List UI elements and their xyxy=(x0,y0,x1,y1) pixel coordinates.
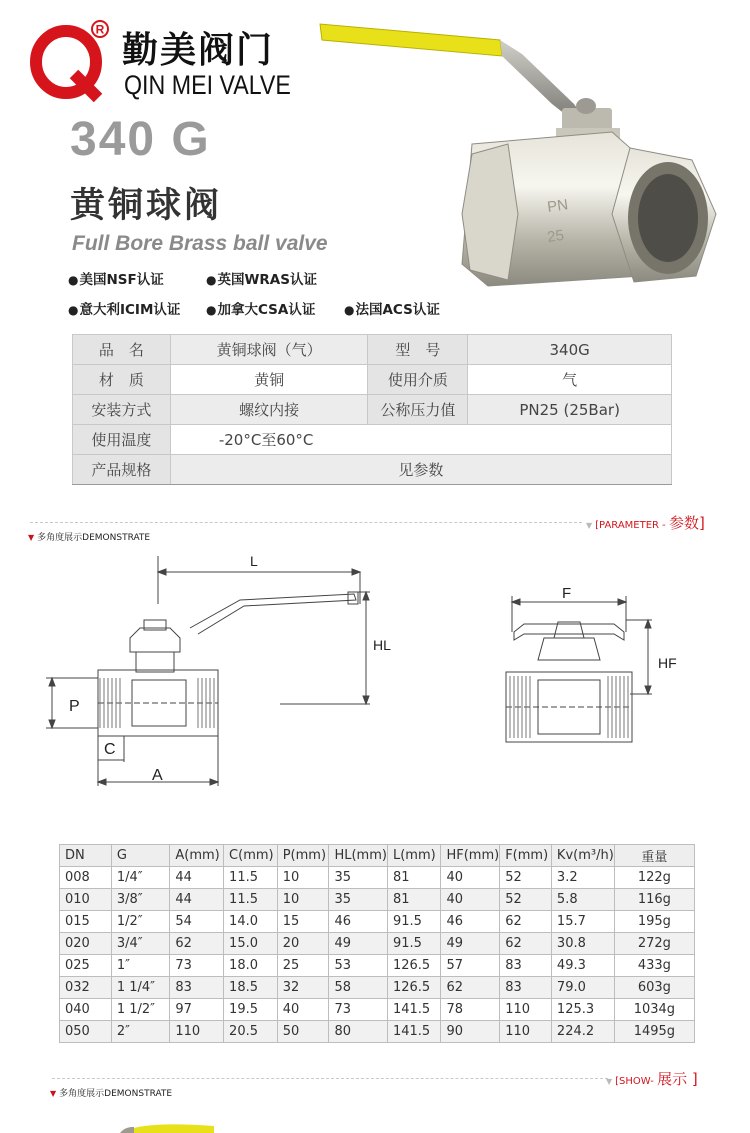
dim-label-hf: HF xyxy=(658,655,677,671)
section-label-demonstrate-2: ▼ 多角度展示DEMONSTRATE xyxy=(50,1089,173,1099)
table-cell: 52 xyxy=(500,889,552,911)
spec-row xyxy=(73,335,672,365)
section-title-show: ▼ [SHOW- 展示 ] xyxy=(606,1070,698,1088)
table-cell: 52 xyxy=(500,867,552,889)
table-cell: 11.5 xyxy=(224,867,278,889)
brand-logo xyxy=(28,18,112,102)
table-cell: 46 xyxy=(329,911,388,933)
table-header-row xyxy=(60,845,695,867)
spec-value: 见参数 xyxy=(170,455,671,485)
table-cell: 126.5 xyxy=(387,955,441,977)
spec-key: 安装方式 xyxy=(73,395,171,425)
table-cell: 015 xyxy=(60,911,112,933)
spec-key: 使用温度 xyxy=(73,425,171,455)
table-cell: 2″ xyxy=(111,1021,170,1043)
section-label-demonstrate: ▼ 多角度展示DEMONSTRATE xyxy=(28,533,151,543)
dim-label-p: P xyxy=(69,698,80,715)
dimension-table xyxy=(59,844,695,1043)
table-row xyxy=(60,999,695,1021)
table-cell: 46 xyxy=(441,911,500,933)
spec-table xyxy=(72,334,672,485)
dim-label-a: A xyxy=(152,767,163,784)
cert-acs: ● 法国ACS认证 xyxy=(344,298,440,318)
dim-label-f: F xyxy=(562,585,572,602)
table-cell: 40 xyxy=(441,867,500,889)
body-marking-pn: PN xyxy=(546,196,570,216)
cert-nsf: ● 美国NSF认证 xyxy=(68,268,164,288)
table-cell: 91.5 xyxy=(387,911,441,933)
table-cell: 433g xyxy=(614,955,694,977)
table-cell: 10 xyxy=(277,867,329,889)
table-cell: 79.0 xyxy=(551,977,614,999)
dim-label-l: L xyxy=(250,553,258,569)
table-cell: 5.8 xyxy=(551,889,614,911)
table-cell: 40 xyxy=(277,999,329,1021)
table-cell: 050 xyxy=(60,1021,112,1043)
table-cell: 1″ xyxy=(111,955,170,977)
column-header: HF(mm) xyxy=(441,845,500,867)
table-cell: 1 1/4″ xyxy=(111,977,170,999)
table-cell: 224.2 xyxy=(551,1021,614,1043)
table-row xyxy=(60,977,695,999)
product-photo xyxy=(312,14,722,294)
spec-row xyxy=(73,425,672,455)
table-cell: 126.5 xyxy=(387,977,441,999)
product-model: 340 G xyxy=(70,113,211,166)
table-cell: 15.7 xyxy=(551,911,614,933)
table-cell: 272g xyxy=(614,933,694,955)
product-name-en: Full Bore Brass ball valve xyxy=(72,232,328,255)
table-cell: 81 xyxy=(387,867,441,889)
column-header: DN xyxy=(60,845,112,867)
spec-value: 气 xyxy=(468,365,672,395)
table-cell: 19.5 xyxy=(224,999,278,1021)
table-cell: 62 xyxy=(500,933,552,955)
table-cell: 1495g xyxy=(614,1021,694,1043)
table-cell: 49 xyxy=(441,933,500,955)
table-cell: 83 xyxy=(500,977,552,999)
table-cell: 3/4″ xyxy=(111,933,170,955)
spec-value: PN25 (25Bar) xyxy=(468,395,672,425)
spec-value: 340G xyxy=(468,335,672,365)
table-cell: 122g xyxy=(614,867,694,889)
brand-name-cn: 勤美阀门 xyxy=(122,30,275,71)
product-name-cn: 黄铜球阀 xyxy=(70,186,223,226)
table-cell: 110 xyxy=(500,1021,552,1043)
table-cell: 73 xyxy=(329,999,388,1021)
spec-key: 材 质 xyxy=(73,365,171,395)
table-cell: 3/8″ xyxy=(111,889,170,911)
column-header: C(mm) xyxy=(224,845,278,867)
table-cell: 62 xyxy=(500,911,552,933)
table-cell: 83 xyxy=(500,955,552,977)
spec-key: 品 名 xyxy=(73,335,171,365)
table-cell: 20 xyxy=(277,933,329,955)
table-row xyxy=(60,955,695,977)
table-cell: 15.0 xyxy=(224,933,278,955)
table-row xyxy=(60,867,695,889)
table-cell: 125.3 xyxy=(551,999,614,1021)
column-header: F(mm) xyxy=(500,845,552,867)
table-cell: 35 xyxy=(329,889,388,911)
table-cell: 81 xyxy=(387,889,441,911)
triangle-icon: ▼ xyxy=(28,533,35,542)
triangle-icon: ▼ xyxy=(586,521,593,530)
section-title-parameter: ▼ [PARAMETER - 参数] xyxy=(586,514,705,532)
table-cell: 83 xyxy=(170,977,224,999)
dim-label-hl: HL xyxy=(373,637,391,653)
spec-key: 型 号 xyxy=(368,335,468,365)
side-view-drawing xyxy=(40,548,420,798)
table-cell: 603g xyxy=(614,977,694,999)
table-cell: 020 xyxy=(60,933,112,955)
table-cell: 110 xyxy=(500,999,552,1021)
table-cell: 010 xyxy=(60,889,112,911)
table-cell: 58 xyxy=(329,977,388,999)
table-cell: 54 xyxy=(170,911,224,933)
spec-row xyxy=(73,455,672,485)
table-cell: 025 xyxy=(60,955,112,977)
table-cell: 040 xyxy=(60,999,112,1021)
table-cell: 97 xyxy=(170,999,224,1021)
spec-value: 螺纹内接 xyxy=(170,395,368,425)
body-marking-25: 25 xyxy=(546,226,566,246)
table-cell: 1 1/2″ xyxy=(111,999,170,1021)
section-divider xyxy=(30,522,582,523)
brand-name-en: QIN MEI VALVE xyxy=(124,70,291,100)
spec-value: -20°C至60°C xyxy=(170,425,671,455)
table-cell: 1/4″ xyxy=(111,867,170,889)
table-row xyxy=(60,1021,695,1043)
section-divider xyxy=(52,1078,608,1079)
table-cell: 11.5 xyxy=(224,889,278,911)
table-cell: 18.0 xyxy=(224,955,278,977)
table-cell: 53 xyxy=(329,955,388,977)
table-cell: 18.5 xyxy=(224,977,278,999)
table-cell: 35 xyxy=(329,867,388,889)
end-view-drawing xyxy=(500,580,700,750)
table-row xyxy=(60,933,695,955)
cert-wras: ● 英国WRAS认证 xyxy=(206,268,317,288)
spec-row xyxy=(73,365,672,395)
table-cell: 62 xyxy=(441,977,500,999)
table-cell: 50 xyxy=(277,1021,329,1043)
column-header: A(mm) xyxy=(170,845,224,867)
table-cell: 40 xyxy=(441,889,500,911)
table-cell: 008 xyxy=(60,867,112,889)
table-cell: 20.5 xyxy=(224,1021,278,1043)
table-cell: 110 xyxy=(170,1021,224,1043)
table-cell: 3.2 xyxy=(551,867,614,889)
table-cell: 44 xyxy=(170,867,224,889)
table-cell: 15 xyxy=(277,911,329,933)
table-cell: 91.5 xyxy=(387,933,441,955)
table-cell: 90 xyxy=(441,1021,500,1043)
table-cell: 62 xyxy=(170,933,224,955)
column-header: 重量 xyxy=(614,845,694,867)
table-cell: 141.5 xyxy=(387,999,441,1021)
spec-value: 黄铜球阀（气） xyxy=(170,335,368,365)
table-cell: 49 xyxy=(329,933,388,955)
table-cell: 1034g xyxy=(614,999,694,1021)
table-cell: 10 xyxy=(277,889,329,911)
svg-text:R: R xyxy=(95,22,105,37)
cert-csa: ● 加拿大CSA认证 xyxy=(206,298,315,318)
table-row xyxy=(60,911,695,933)
column-header: Kv(m³/h) xyxy=(551,845,614,867)
table-cell: 30.8 xyxy=(551,933,614,955)
table-cell: 116g xyxy=(614,889,694,911)
table-row xyxy=(60,889,695,911)
table-cell: 80 xyxy=(329,1021,388,1043)
table-cell: 14.0 xyxy=(224,911,278,933)
table-cell: 141.5 xyxy=(387,1021,441,1043)
spec-value: 黄铜 xyxy=(170,365,368,395)
product-photo-partial xyxy=(118,1122,218,1133)
table-cell: 73 xyxy=(170,955,224,977)
column-header: G xyxy=(111,845,170,867)
table-cell: 44 xyxy=(170,889,224,911)
dimension-table-body xyxy=(60,867,695,1043)
table-cell: 49.3 xyxy=(551,955,614,977)
table-cell: 1/2″ xyxy=(111,911,170,933)
table-cell: 25 xyxy=(277,955,329,977)
table-cell: 78 xyxy=(441,999,500,1021)
table-cell: 195g xyxy=(614,911,694,933)
triangle-icon: ▼ xyxy=(50,1089,57,1098)
spec-key: 公称压力值 xyxy=(368,395,468,425)
column-header: L(mm) xyxy=(387,845,441,867)
cert-icim: ● 意大利ICIM认证 xyxy=(68,298,180,318)
dim-label-c: C xyxy=(104,741,116,758)
spec-key: 产品规格 xyxy=(73,455,171,485)
spec-key: 使用介质 xyxy=(368,365,468,395)
table-cell: 32 xyxy=(277,977,329,999)
triangle-icon: ▼ xyxy=(606,1077,613,1086)
column-header: P(mm) xyxy=(277,845,329,867)
table-cell: 57 xyxy=(441,955,500,977)
column-header: HL(mm) xyxy=(329,845,388,867)
spec-row xyxy=(73,395,672,425)
table-cell: 032 xyxy=(60,977,112,999)
